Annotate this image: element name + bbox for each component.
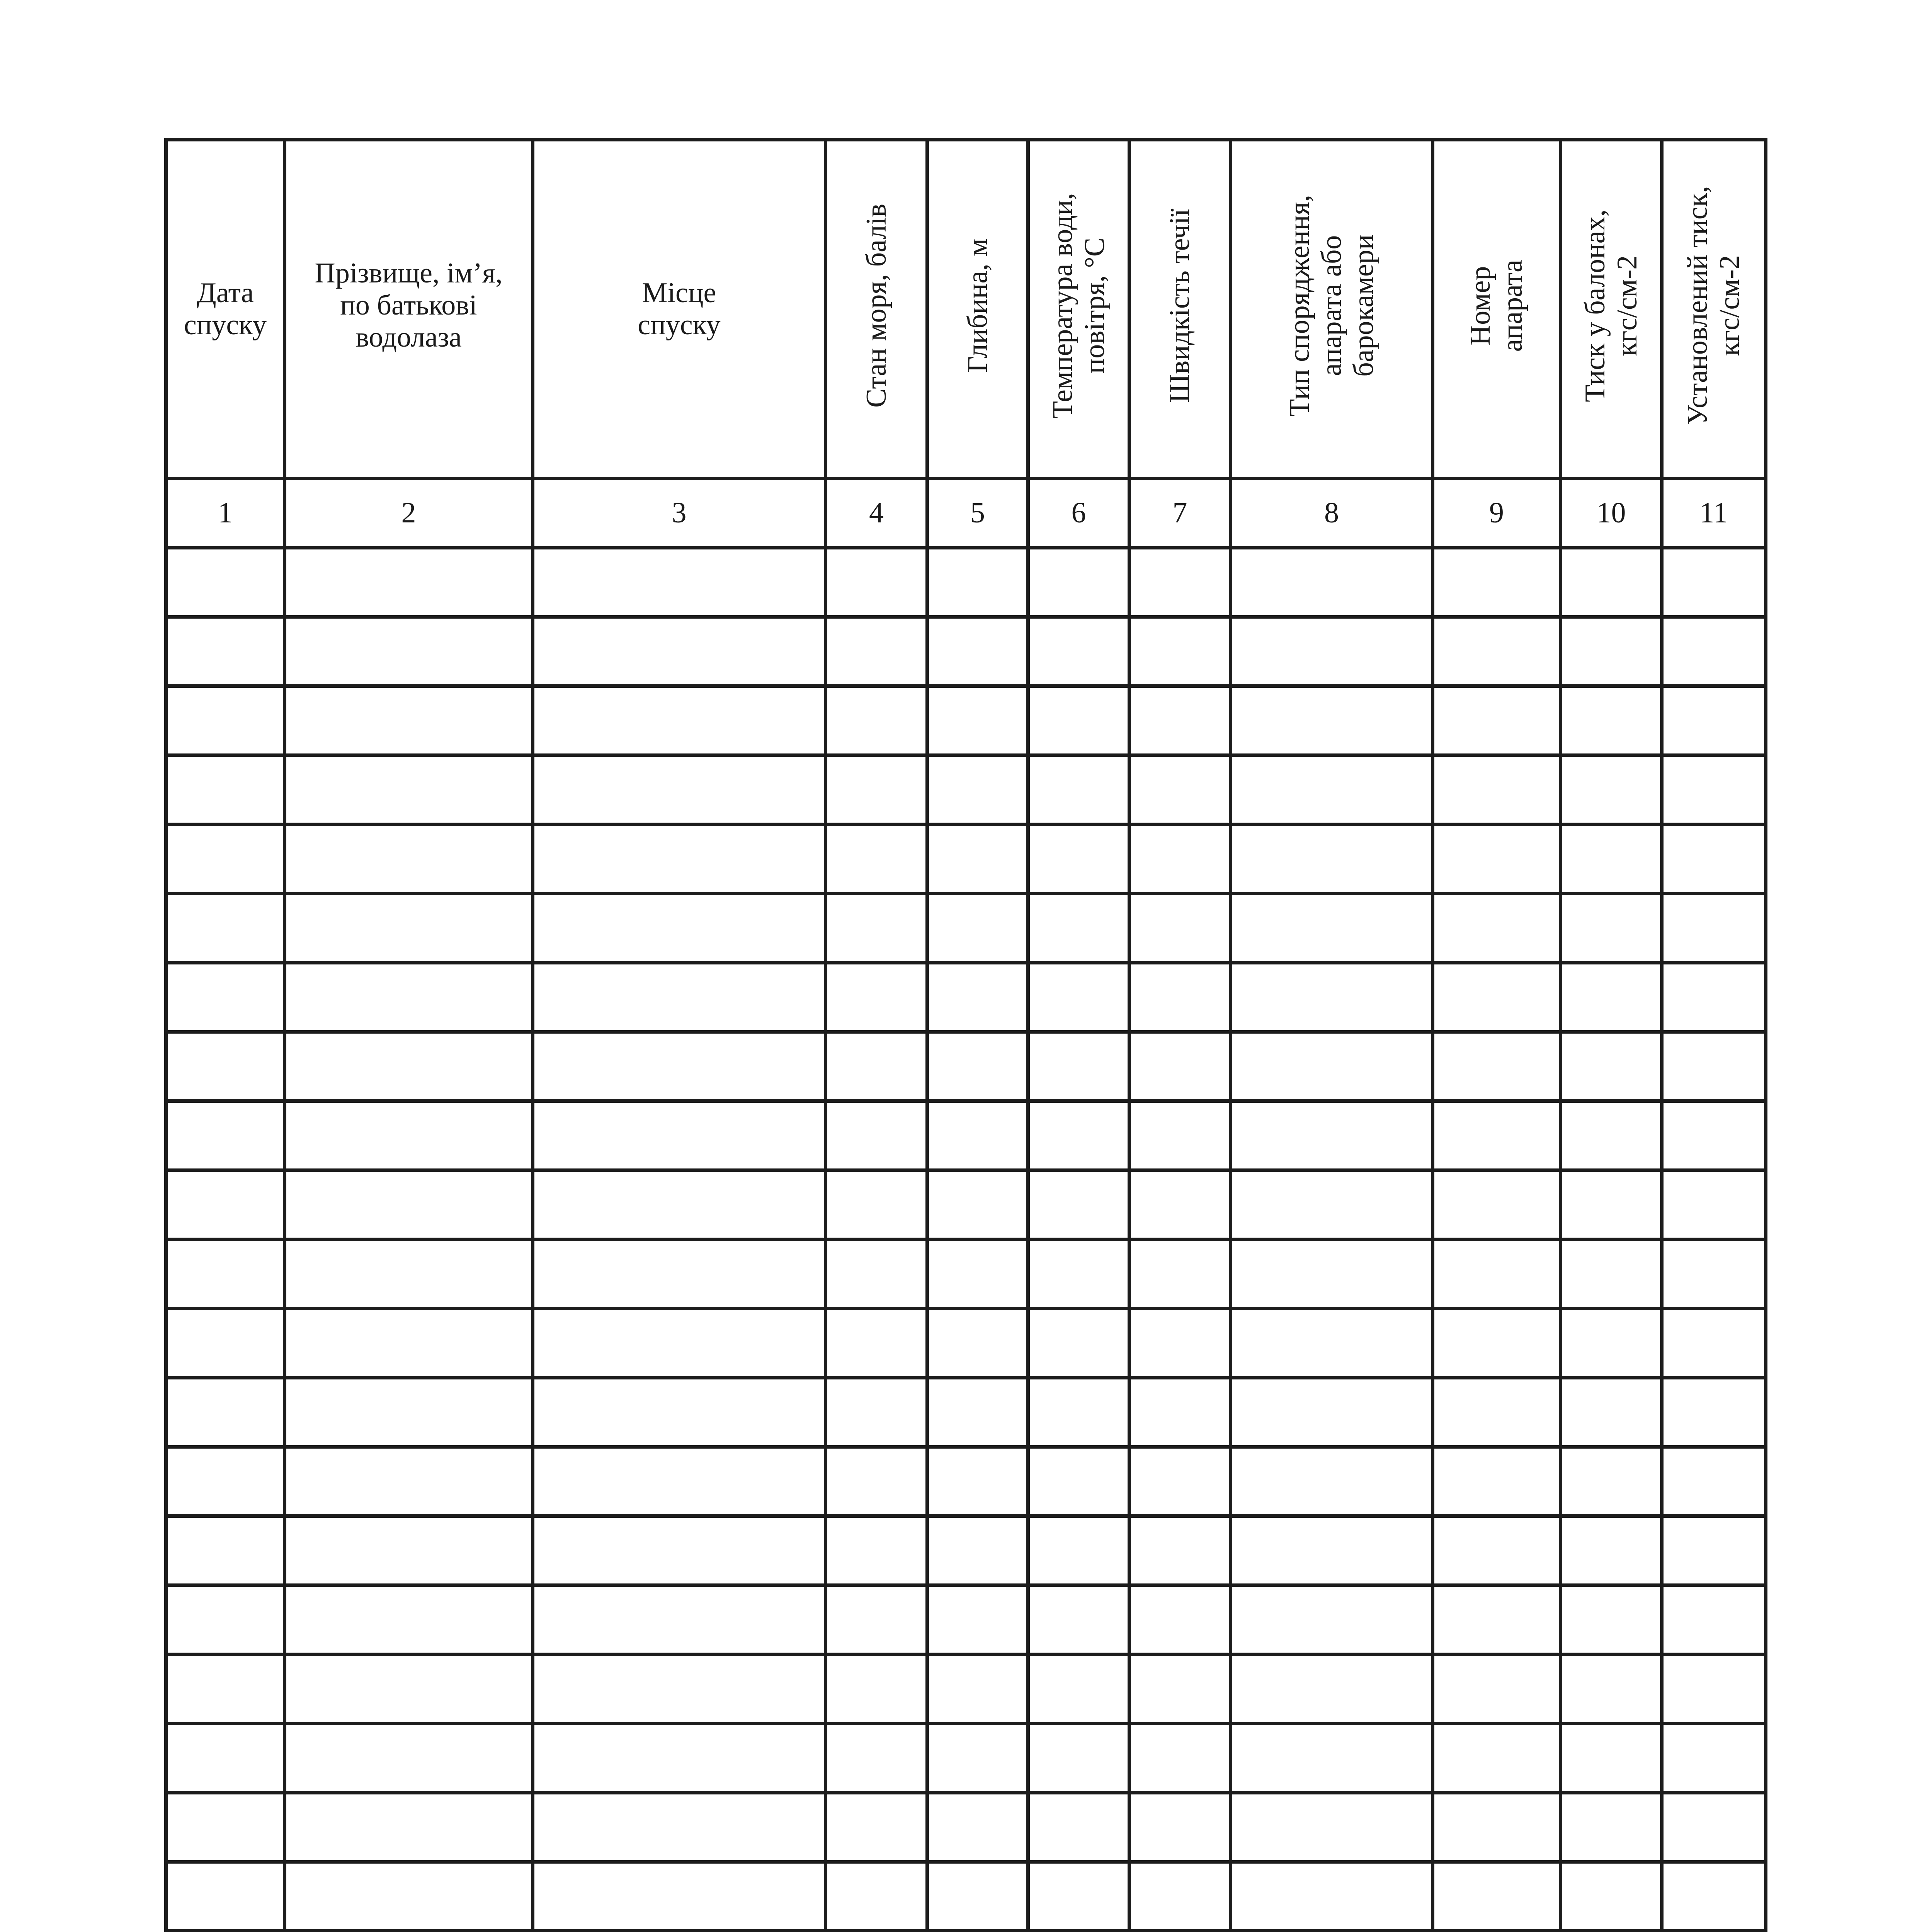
table-cell[interactable] [1561, 1170, 1662, 1240]
table-cell[interactable] [1561, 548, 1662, 617]
table-cell[interactable] [1433, 1447, 1561, 1516]
table-cell[interactable] [285, 1655, 533, 1724]
column-header-label: Дата спуску [184, 277, 267, 341]
table-cell[interactable] [826, 548, 927, 617]
table-row [166, 617, 1766, 686]
table-cell[interactable] [533, 1447, 826, 1516]
column-number-cell: 3 [533, 479, 826, 548]
table-cell[interactable] [1561, 1516, 1662, 1585]
table-cell[interactable] [166, 1724, 285, 1793]
table-cell[interactable] [927, 1240, 1028, 1309]
table-cell[interactable] [1433, 825, 1561, 894]
table-cell[interactable] [1129, 1170, 1231, 1240]
table-cell[interactable] [533, 686, 826, 755]
table-cell[interactable] [1028, 617, 1129, 686]
column-header-9 [1433, 140, 1561, 479]
table-cell[interactable] [1129, 1516, 1231, 1585]
table-cell[interactable] [1662, 1101, 1766, 1170]
table-row [166, 1862, 1766, 1931]
table-cell[interactable] [1433, 1862, 1561, 1931]
table-cell[interactable] [927, 1447, 1028, 1516]
table-cell[interactable] [1129, 617, 1231, 686]
column-header-4 [826, 140, 927, 479]
table-cell[interactable] [285, 1862, 533, 1931]
table-cell[interactable] [533, 617, 826, 686]
table-cell[interactable] [1028, 1101, 1129, 1170]
table-cell[interactable] [1662, 1862, 1766, 1931]
table-cell[interactable] [533, 1862, 826, 1931]
column-header-label: Прізвище, ім’я, по батькові водолаза [315, 257, 503, 353]
table-cell[interactable] [1231, 1655, 1433, 1724]
table-cell[interactable] [1231, 1447, 1433, 1516]
table-cell[interactable] [927, 755, 1028, 825]
table-cell[interactable] [1433, 548, 1561, 617]
table-cell[interactable] [285, 686, 533, 755]
table-cell[interactable] [1662, 755, 1766, 825]
table-cell[interactable] [927, 1585, 1028, 1655]
table-cell[interactable] [166, 617, 285, 686]
table-row [166, 1309, 1766, 1378]
table-cell[interactable] [166, 1793, 285, 1862]
column-header-10 [1561, 140, 1662, 479]
table-cell[interactable] [1129, 1032, 1231, 1101]
table-cell[interactable] [826, 1309, 927, 1378]
column-header-6 [1028, 140, 1129, 479]
table-cell[interactable] [1433, 1585, 1561, 1655]
table-cell[interactable] [533, 1240, 826, 1309]
table-cell[interactable] [1433, 1032, 1561, 1101]
column-number-cell: 10 [1561, 479, 1662, 548]
table-row [166, 1170, 1766, 1240]
column-number-cell: 5 [927, 479, 1028, 548]
table-cell[interactable] [533, 1585, 826, 1655]
table-cell[interactable] [1561, 825, 1662, 894]
table-cell[interactable] [1231, 1309, 1433, 1378]
column-number-cell: 9 [1433, 479, 1561, 548]
table-cell[interactable] [826, 1585, 927, 1655]
table-cell[interactable] [1028, 755, 1129, 825]
table-cell[interactable] [285, 894, 533, 963]
table-cell[interactable] [285, 1793, 533, 1862]
table-cell[interactable] [1662, 894, 1766, 963]
table-cell[interactable] [927, 686, 1028, 755]
table-cell[interactable] [1028, 1309, 1129, 1378]
column-header-3 [533, 140, 826, 479]
table-row [166, 548, 1766, 617]
header-row [166, 140, 1766, 479]
table-cell[interactable] [166, 1170, 285, 1240]
column-header-8 [1231, 140, 1433, 479]
table-cell[interactable] [826, 1724, 927, 1793]
table-cell[interactable] [1561, 1585, 1662, 1655]
table-cell[interactable] [166, 1862, 285, 1931]
table-cell[interactable] [1129, 1447, 1231, 1516]
table-cell[interactable] [166, 548, 285, 617]
table-cell[interactable] [826, 1240, 927, 1309]
table-cell[interactable] [285, 1585, 533, 1655]
table-cell[interactable] [1561, 894, 1662, 963]
column-number-cell: 8 [1231, 479, 1433, 548]
table-cell[interactable] [1433, 1516, 1561, 1585]
table-cell[interactable] [285, 1516, 533, 1585]
column-number-cell: 1 [166, 479, 285, 548]
table-cell[interactable] [1028, 1862, 1129, 1931]
table-cell[interactable] [1231, 548, 1433, 617]
table-cell[interactable] [1028, 1655, 1129, 1724]
table-cell[interactable] [927, 1862, 1028, 1931]
table-cell[interactable] [1662, 1793, 1766, 1862]
table-row [166, 1655, 1766, 1724]
table-cell[interactable] [1129, 1101, 1231, 1170]
table-cell[interactable] [166, 963, 285, 1032]
table-cell[interactable] [1028, 1516, 1129, 1585]
table-cell[interactable] [826, 1862, 927, 1931]
column-header-label: Тиск у балонах, кгс/см-2 [1579, 209, 1643, 402]
table-cell[interactable] [1433, 755, 1561, 825]
table-cell[interactable] [1231, 825, 1433, 894]
column-number-row [166, 479, 1766, 548]
table-cell[interactable] [285, 548, 533, 617]
table-cell[interactable] [1231, 617, 1433, 686]
table-row [166, 1447, 1766, 1516]
table-cell[interactable] [1561, 963, 1662, 1032]
table-cell[interactable] [1662, 1585, 1766, 1655]
table-cell[interactable] [1028, 548, 1129, 617]
table-cell[interactable] [927, 1309, 1028, 1378]
table-cell[interactable] [1129, 1862, 1231, 1931]
table-row [166, 755, 1766, 825]
table-cell[interactable] [1028, 1724, 1129, 1793]
table-cell[interactable] [166, 1516, 285, 1585]
table-cell[interactable] [826, 755, 927, 825]
table-cell[interactable] [1662, 1378, 1766, 1447]
table-cell[interactable] [927, 1516, 1028, 1585]
table-cell[interactable] [1561, 1101, 1662, 1170]
table-cell[interactable] [166, 1655, 285, 1724]
table-cell[interactable] [826, 1516, 927, 1585]
table-cell[interactable] [1561, 1447, 1662, 1516]
column-header-11 [1662, 140, 1766, 479]
table-cell[interactable] [826, 825, 927, 894]
table-cell[interactable] [1231, 755, 1433, 825]
table-cell[interactable] [1433, 1378, 1561, 1447]
table-cell[interactable] [927, 548, 1028, 617]
table-cell[interactable] [285, 1170, 533, 1240]
table-cell[interactable] [1662, 1516, 1766, 1585]
table-cell[interactable] [1662, 617, 1766, 686]
table-row [166, 1585, 1766, 1655]
table-cell[interactable] [533, 1032, 826, 1101]
table-cell[interactable] [1662, 1655, 1766, 1724]
table-cell[interactable] [1561, 1240, 1662, 1309]
table-cell[interactable] [1662, 686, 1766, 755]
table-cell[interactable] [1028, 1170, 1129, 1240]
table-cell[interactable] [826, 1447, 927, 1516]
table-cell[interactable] [285, 755, 533, 825]
table-cell[interactable] [826, 1170, 927, 1240]
table-cell[interactable] [1028, 1032, 1129, 1101]
table-cell[interactable] [166, 1585, 285, 1655]
table-cell[interactable] [533, 1170, 826, 1240]
table-cell[interactable] [533, 894, 826, 963]
table-cell[interactable] [1129, 686, 1231, 755]
table-cell[interactable] [1561, 1378, 1662, 1447]
table-cell[interactable] [927, 825, 1028, 894]
table-cell[interactable] [927, 1793, 1028, 1862]
table-cell[interactable] [1231, 1170, 1433, 1240]
table-cell[interactable] [1231, 1585, 1433, 1655]
table-cell[interactable] [1433, 1724, 1561, 1793]
table-cell[interactable] [1028, 1585, 1129, 1655]
table-cell[interactable] [1662, 1724, 1766, 1793]
table-cell[interactable] [1129, 1585, 1231, 1655]
table-cell[interactable] [927, 1655, 1028, 1724]
table-cell[interactable] [285, 1724, 533, 1793]
table-cell[interactable] [1662, 1032, 1766, 1101]
table-cell[interactable] [1028, 686, 1129, 755]
table-cell[interactable] [533, 1101, 826, 1170]
column-number-cell: 4 [826, 479, 927, 548]
table-cell[interactable] [166, 686, 285, 755]
table-cell[interactable] [533, 963, 826, 1032]
table-cell[interactable] [1231, 686, 1433, 755]
table-cell[interactable] [826, 963, 927, 1032]
table-cell[interactable] [927, 617, 1028, 686]
table-cell[interactable] [1231, 1378, 1433, 1447]
table-row [166, 894, 1766, 963]
table-cell[interactable] [1028, 1378, 1129, 1447]
table-cell[interactable] [927, 1724, 1028, 1793]
table-cell[interactable] [1028, 1447, 1129, 1516]
table-cell[interactable] [1561, 1793, 1662, 1862]
table-cell[interactable] [927, 1101, 1028, 1170]
table-cell[interactable] [166, 1101, 285, 1170]
table-cell[interactable] [1433, 1240, 1561, 1309]
table-cell[interactable] [1662, 1170, 1766, 1240]
table-cell[interactable] [533, 1793, 826, 1862]
column-header-1 [166, 140, 285, 479]
table-cell[interactable] [826, 894, 927, 963]
table-cell[interactable] [285, 617, 533, 686]
column-header-7 [1129, 140, 1231, 479]
column-number-cell: 2 [285, 479, 533, 548]
table-cell[interactable] [166, 755, 285, 825]
table-cell[interactable] [1129, 1378, 1231, 1447]
table-cell[interactable] [166, 1032, 285, 1101]
table-cell[interactable] [1129, 894, 1231, 963]
table-cell[interactable] [1129, 755, 1231, 825]
table-cell[interactable] [533, 825, 826, 894]
column-header-label: Температура води, повітря, °С [1046, 192, 1111, 419]
table-row [166, 1101, 1766, 1170]
table-row [166, 825, 1766, 894]
table-cell[interactable] [166, 1447, 285, 1516]
table-cell[interactable] [166, 1378, 285, 1447]
column-header-label: Місце спуску [638, 277, 721, 341]
table-cell[interactable] [826, 686, 927, 755]
column-header-label: Установлений тиск, кгс/см-2 [1682, 186, 1745, 425]
table-cell[interactable] [533, 755, 826, 825]
table-cell[interactable] [1231, 1862, 1433, 1931]
table-cell[interactable] [1231, 1516, 1433, 1585]
table-cell[interactable] [1433, 1793, 1561, 1862]
table-cell[interactable] [1231, 1724, 1433, 1793]
table-cell[interactable] [285, 1447, 533, 1516]
table-cell[interactable] [533, 1309, 826, 1378]
table-cell[interactable] [285, 1240, 533, 1309]
table-cell[interactable] [826, 1793, 927, 1862]
table-cell[interactable] [166, 1240, 285, 1309]
table-cell[interactable] [1433, 963, 1561, 1032]
table-cell[interactable] [1561, 1724, 1662, 1793]
table-cell[interactable] [533, 1724, 826, 1793]
table-cell[interactable] [927, 963, 1028, 1032]
table-cell[interactable] [1561, 1862, 1662, 1931]
table-row [166, 686, 1766, 755]
table-cell[interactable] [1231, 963, 1433, 1032]
table-cell[interactable] [826, 1101, 927, 1170]
column-header-label: Швидкість течії [1164, 208, 1196, 403]
table-cell[interactable] [1028, 963, 1129, 1032]
table-cell[interactable] [1433, 1101, 1561, 1170]
table-cell[interactable] [1129, 825, 1231, 894]
table-cell[interactable] [1129, 548, 1231, 617]
table-cell[interactable] [927, 1378, 1028, 1447]
table-cell[interactable] [1662, 963, 1766, 1032]
table-row [166, 1240, 1766, 1309]
table-cell[interactable] [1662, 1309, 1766, 1378]
table-cell[interactable] [285, 1101, 533, 1170]
table-cell[interactable] [1662, 1447, 1766, 1516]
table-row [166, 1032, 1766, 1101]
table-cell[interactable] [1433, 617, 1561, 686]
table-cell[interactable] [166, 894, 285, 963]
table-cell[interactable] [285, 1032, 533, 1101]
table-cell[interactable] [1231, 1101, 1433, 1170]
table-cell[interactable] [1129, 1655, 1231, 1724]
column-header-2 [285, 140, 533, 479]
table-cell[interactable] [1129, 963, 1231, 1032]
table-cell[interactable] [166, 1309, 285, 1378]
table-row [166, 1378, 1766, 1447]
table-cell[interactable] [533, 1655, 826, 1724]
table-cell[interactable] [533, 548, 826, 617]
table-cell[interactable] [1129, 1793, 1231, 1862]
table-cell[interactable] [1433, 1655, 1561, 1724]
table-cell[interactable] [1129, 1309, 1231, 1378]
table-cell[interactable] [1561, 1655, 1662, 1724]
table-cell[interactable] [285, 1378, 533, 1447]
column-header-label: Глибина, м [961, 238, 993, 373]
table-row [166, 1793, 1766, 1862]
table-cell[interactable] [1231, 894, 1433, 963]
diving-log-table [164, 138, 1767, 1932]
table-cell[interactable] [1662, 825, 1766, 894]
table-cell[interactable] [1433, 1170, 1561, 1240]
table-cell[interactable] [1561, 686, 1662, 755]
table-cell[interactable] [1561, 1032, 1662, 1101]
table-cell[interactable] [1433, 894, 1561, 963]
table-cell[interactable] [533, 1378, 826, 1447]
table-row [166, 963, 1766, 1032]
table-cell[interactable] [285, 1309, 533, 1378]
column-number-cell: 6 [1028, 479, 1129, 548]
table-cell[interactable] [927, 1032, 1028, 1101]
table-cell[interactable] [166, 825, 285, 894]
table-cell[interactable] [826, 1655, 927, 1724]
table-cell[interactable] [1028, 1240, 1129, 1309]
table-cell[interactable] [1662, 1240, 1766, 1309]
table-cell[interactable] [1129, 1724, 1231, 1793]
table-cell[interactable] [1231, 1240, 1433, 1309]
table-cell[interactable] [1561, 617, 1662, 686]
table-cell[interactable] [1433, 686, 1561, 755]
column-number-cell: 7 [1129, 479, 1231, 548]
table-cell[interactable] [927, 1170, 1028, 1240]
column-header-label: Стан моря, балів [860, 204, 892, 408]
table-cell[interactable] [826, 1378, 927, 1447]
table-cell[interactable] [826, 617, 927, 686]
table-cell[interactable] [1028, 1793, 1129, 1862]
table-cell[interactable] [1028, 894, 1129, 963]
table-cell[interactable] [1662, 548, 1766, 617]
table-cell[interactable] [1231, 1032, 1433, 1101]
column-header-5 [927, 140, 1028, 479]
table-row [166, 1516, 1766, 1585]
table-cell[interactable] [285, 963, 533, 1032]
table-cell[interactable] [826, 1032, 927, 1101]
table-cell[interactable] [1028, 825, 1129, 894]
column-header-label: Тип спорядження, апарата або барокамери [1283, 195, 1379, 417]
column-header-label: Номер апарата [1465, 259, 1528, 352]
table-row [166, 1724, 1766, 1793]
table-cell[interactable] [1433, 1309, 1561, 1378]
table-cell[interactable] [1231, 1793, 1433, 1862]
table-cell[interactable] [1561, 1309, 1662, 1378]
table-cell[interactable] [1129, 1240, 1231, 1309]
column-number-cell: 11 [1662, 479, 1766, 548]
table-cell[interactable] [533, 1516, 826, 1585]
table-cell[interactable] [1561, 755, 1662, 825]
table-cell[interactable] [285, 825, 533, 894]
table-cell[interactable] [927, 894, 1028, 963]
